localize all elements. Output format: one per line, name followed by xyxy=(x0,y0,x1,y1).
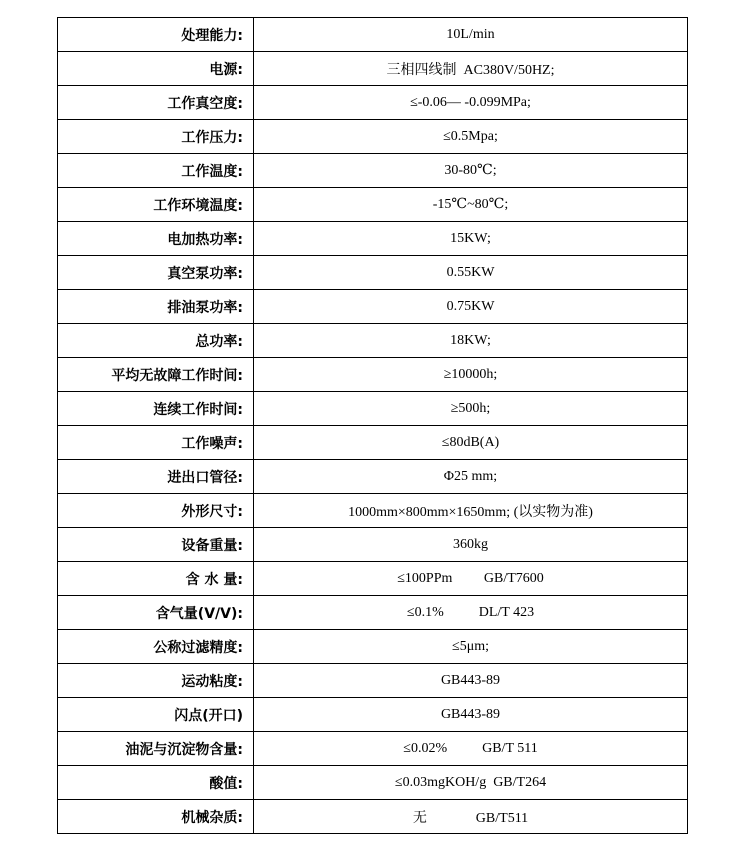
spec-row xyxy=(58,392,688,426)
spec-value-cell xyxy=(254,596,688,630)
spec-value: -15℃~80℃; xyxy=(432,197,509,212)
spec-value-cell xyxy=(254,120,688,154)
spec-row xyxy=(58,460,688,494)
spec-label: 工作压力: xyxy=(58,120,254,154)
spec-row xyxy=(58,86,688,120)
spec-value: 360kg xyxy=(453,536,488,552)
spec-label: 排油泵功率: xyxy=(58,290,254,324)
spec-row xyxy=(58,664,688,698)
spec-value: Φ25 mm; xyxy=(443,468,498,484)
spec-value: 30-80℃; xyxy=(444,163,497,178)
spec-value-cell xyxy=(254,18,688,52)
spec-value-cell xyxy=(254,290,688,324)
spec-row xyxy=(58,698,688,732)
spec-value-cell xyxy=(254,494,688,528)
spec-value-cell xyxy=(254,358,688,392)
spec-value: 1000mm×800mm×1650mm; (以实物为准) xyxy=(348,504,593,520)
spec-value: ≥500h; xyxy=(450,400,491,416)
spec-label: 连续工作时间: xyxy=(58,392,254,426)
spec-label: 运动粘度: xyxy=(58,664,254,698)
spec-value-cell xyxy=(254,766,688,800)
spec-value: ≤0.5Mpa; xyxy=(443,128,498,144)
spec-label: 公称过滤精度: xyxy=(58,630,254,664)
spec-label: 闪点(开口) xyxy=(58,698,254,732)
spec-label: 机械杂质: xyxy=(58,800,254,834)
spec-label: 工作温度: xyxy=(58,154,254,188)
spec-value-cell xyxy=(254,86,688,120)
spec-label: 电源: xyxy=(58,52,254,86)
spec-row xyxy=(58,120,688,154)
spec-table xyxy=(57,17,688,834)
spec-value-cell xyxy=(254,800,688,834)
spec-row xyxy=(58,358,688,392)
spec-value-cell xyxy=(254,392,688,426)
spec-row xyxy=(58,256,688,290)
spec-value: 0.55KW xyxy=(446,264,495,280)
spec-value: ≤-0.06— -0.099MPa; xyxy=(410,94,531,110)
spec-label: 总功率: xyxy=(58,324,254,358)
spec-label: 处理能力: xyxy=(58,18,254,52)
spec-table-body xyxy=(58,18,688,834)
spec-value-cell xyxy=(254,426,688,460)
spec-row xyxy=(58,290,688,324)
spec-label: 电加热功率: xyxy=(58,222,254,256)
spec-row xyxy=(58,426,688,460)
spec-label: 真空泵功率: xyxy=(58,256,254,290)
spec-value-cell xyxy=(254,460,688,494)
spec-value: 10L/min xyxy=(446,26,495,42)
spec-value: 三相四线制 AC380V/50HZ; xyxy=(386,62,555,78)
spec-value-cell xyxy=(254,256,688,290)
spec-value-cell xyxy=(254,52,688,86)
spec-label: 含 水 量: xyxy=(58,562,254,596)
spec-value-cell xyxy=(254,630,688,664)
spec-value: ≤100PPm GB/T7600 xyxy=(397,570,544,586)
spec-row xyxy=(58,52,688,86)
spec-row xyxy=(58,800,688,834)
spec-row xyxy=(58,222,688,256)
spec-label: 油泥与沉淀物含量: xyxy=(58,732,254,766)
spec-value-cell xyxy=(254,154,688,188)
spec-label: 设备重量: xyxy=(58,528,254,562)
spec-value: 无 GB/T511 xyxy=(412,810,529,826)
spec-value: 15KW; xyxy=(450,230,491,246)
spec-value: 0.75KW xyxy=(446,298,495,314)
spec-value: GB443-89 xyxy=(440,706,501,722)
spec-row xyxy=(58,630,688,664)
spec-label: 工作环境温度: xyxy=(58,188,254,222)
spec-value: ≤0.03mgKOH/g GB/T264 xyxy=(394,774,547,790)
spec-row xyxy=(58,528,688,562)
spec-label: 工作真空度: xyxy=(58,86,254,120)
spec-label: 酸值: xyxy=(58,766,254,800)
spec-row xyxy=(58,494,688,528)
spec-value: ≥10000h; xyxy=(443,366,498,382)
spec-label: 进出口管径: xyxy=(58,460,254,494)
spec-value-cell xyxy=(254,222,688,256)
spec-value-cell xyxy=(254,562,688,596)
spec-value-cell xyxy=(254,324,688,358)
spec-value: ≤0.02% GB/T 511 xyxy=(403,740,538,756)
spec-row xyxy=(58,324,688,358)
spec-row xyxy=(58,562,688,596)
spec-label: 工作噪声: xyxy=(58,426,254,460)
spec-label: 外形尺寸: xyxy=(58,494,254,528)
spec-row xyxy=(58,188,688,222)
spec-row xyxy=(58,732,688,766)
spec-value-cell xyxy=(254,188,688,222)
spec-value-cell xyxy=(254,528,688,562)
spec-value-cell xyxy=(254,664,688,698)
spec-value: 18KW; xyxy=(450,332,491,348)
spec-label: 含气量(V/V): xyxy=(58,596,254,630)
spec-value: ≤80dB(A) xyxy=(441,434,500,450)
spec-row xyxy=(58,154,688,188)
spec-row xyxy=(58,766,688,800)
spec-label: 平均无故障工作时间: xyxy=(58,358,254,392)
spec-value: GB443-89 xyxy=(440,672,501,688)
spec-value: ≤5μm; xyxy=(452,638,489,654)
spec-row xyxy=(58,596,688,630)
spec-row xyxy=(58,18,688,52)
spec-value: ≤0.1% DL/T 423 xyxy=(406,604,535,620)
spec-value-cell xyxy=(254,698,688,732)
spec-value-cell xyxy=(254,732,688,766)
